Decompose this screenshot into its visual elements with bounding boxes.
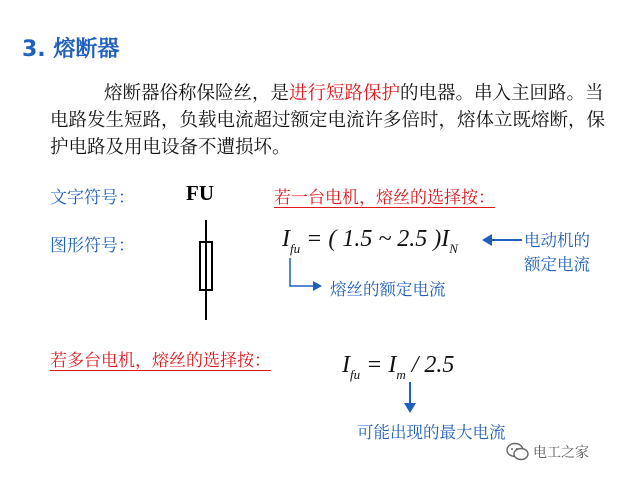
single-motor-heading: 若一台电机，熔丝的选择按： xyxy=(274,188,495,208)
graphic-symbol-label: 图形符号： xyxy=(50,236,135,256)
multi-motor-formula xyxy=(342,352,454,383)
note-motor-line2: 额定电流 xyxy=(524,255,590,274)
fuse-symbol-icon xyxy=(186,220,226,320)
formula2-rhs-sub: m xyxy=(396,367,406,382)
intro-text-1: 熔断器俗称保险丝，是 xyxy=(104,83,290,104)
multi-motor-heading: 若多台电机，熔丝的选择按： xyxy=(50,351,271,371)
intro-paragraph xyxy=(50,80,610,161)
intro-highlight: 进行短路保护 xyxy=(289,83,401,104)
single-motor-formula xyxy=(282,226,458,257)
text-symbol-value: FU xyxy=(186,181,214,205)
formula2-rhs-var: I xyxy=(388,352,397,378)
section-heading xyxy=(22,32,119,63)
arrow-left-icon xyxy=(480,230,524,250)
formula1-eq: = xyxy=(300,226,329,252)
note-fuse-rated-current: 熔丝的额定电流 xyxy=(330,280,446,299)
arrow-down-icon xyxy=(400,380,420,414)
text-symbol-label: 文字符号： xyxy=(50,188,135,208)
section-number: 3. xyxy=(22,37,46,62)
formula1-rhs-sub: N xyxy=(449,241,458,256)
formula2-lhs-sub: fu xyxy=(350,367,361,382)
formula1-lhs-sub: fu xyxy=(290,241,301,256)
formula2-tail: / 2.5 xyxy=(405,352,455,378)
note-motor-line1: 电动机的 xyxy=(524,231,590,250)
formula1-rhs-var: I xyxy=(441,226,450,252)
note-max-current: 可能出现的最大电流 xyxy=(357,423,506,442)
formula1-lhs-var: I xyxy=(282,226,290,252)
intro-text-2: 的电器。串入主回路。当电路发生短路，负载电流超过额定电流许多倍时，熔体立既熔断，保护电路及用电设备不遭损坏。 xyxy=(50,83,606,158)
formula2-lhs-var: I xyxy=(342,352,350,378)
wechat-icon xyxy=(506,442,530,462)
section-title: 熔断器 xyxy=(53,37,120,62)
formula1-coeff: ( 1.5 ~ 2.5 ) xyxy=(328,226,442,252)
elbow-arrow-icon xyxy=(286,258,326,294)
watermark-text: 电工之家 xyxy=(533,445,589,461)
formula2-eq: = xyxy=(360,352,389,378)
note-motor-rated-current xyxy=(524,229,590,277)
